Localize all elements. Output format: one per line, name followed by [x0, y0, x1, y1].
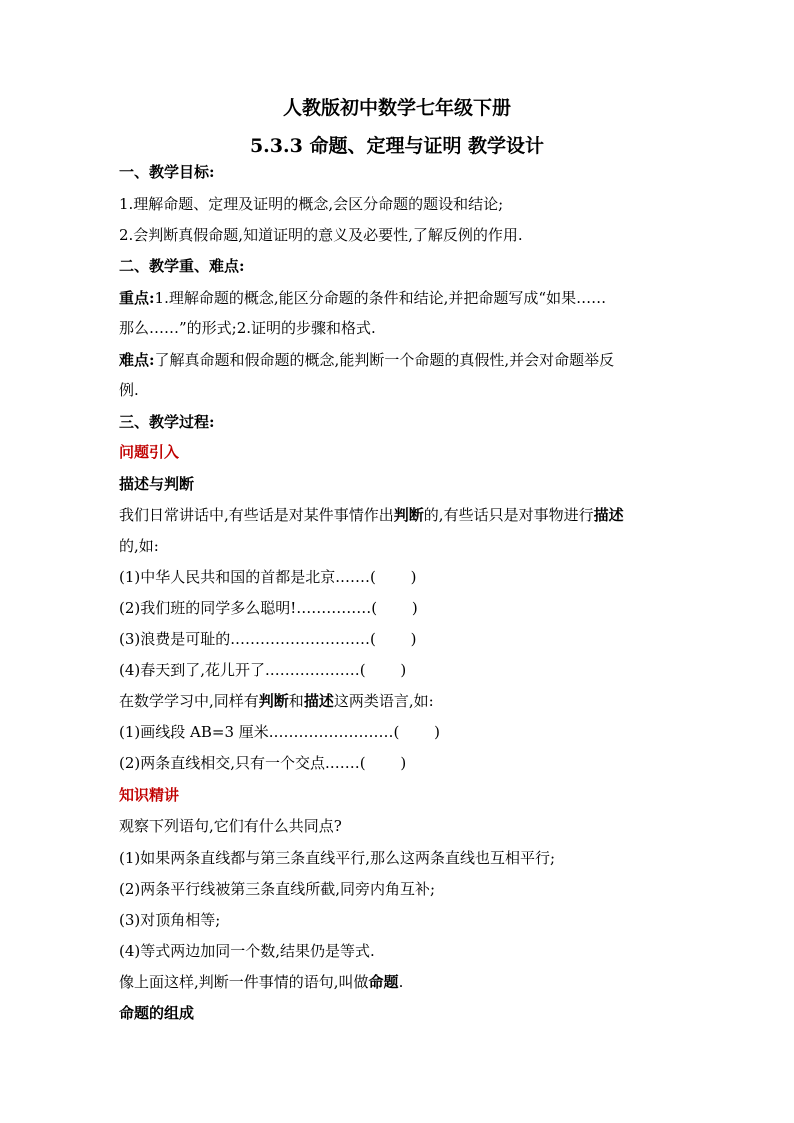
difficulty-line-2: 例. — [119, 381, 139, 399]
math-example-1: (1)画线段 AB=3 厘米.……………………( ) — [119, 723, 440, 741]
math-example-2: (2)两条直线相交,只有一个交点.……( ) — [119, 754, 407, 772]
section-keypoints-heading: 二、教学重、难点: — [119, 257, 245, 275]
key-point-line-1 — [119, 288, 679, 308]
describe-judge-heading: 描述与判断 — [119, 475, 195, 493]
section-process-heading: 三、教学过程: — [119, 413, 215, 431]
definition-term: 命题 — [368, 973, 399, 991]
example-3: (3)浪费是可耻的.………………………( ) — [119, 630, 417, 648]
knowledge-heading: 知识精讲 — [119, 786, 180, 804]
lesson-title: 5.3.3 命题、定理与证明 教学设计 — [249, 135, 545, 157]
difficulty-line-1 — [119, 350, 679, 370]
definition-text: 像上面这样,判断一件事情的语句,叫做 — [119, 973, 369, 991]
objective-2: 2.会判断真假命题,知道证明的意义及必要性,了解反例的作用. — [119, 226, 523, 244]
p2-text-a: 在数学学习中,同样有 — [119, 692, 259, 710]
p1-bold-judge: 判断 — [393, 506, 424, 524]
definition-end: . — [398, 973, 404, 991]
statement-2: (2)两条平行线被第三条直线所截,同旁内角互补; — [119, 880, 436, 898]
p2-text-c: 这两类语言,如: — [333, 692, 434, 710]
p1-text-b: 的,有些话只是对事物进行 — [423, 506, 594, 524]
document-title: 人教版初中数学七年级下册 — [282, 97, 511, 119]
intro-heading: 问题引入 — [119, 443, 180, 461]
example-4: (4)春天到了,花儿开了.………………( ) — [119, 661, 407, 679]
section-objectives-heading: 一、教学目标: — [119, 163, 215, 181]
p2-bold-describe: 描述 — [303, 692, 334, 710]
key-point-text: 1.理解命题的概念,能区分命题的条件和结论,并把命题写成“如果…… — [154, 289, 607, 307]
example-2: (2)我们班的同学多么聪明!……………( ) — [119, 599, 418, 617]
p2-text-b: 和 — [288, 692, 304, 710]
p1-bold-describe: 描述 — [593, 506, 624, 524]
paragraph-1-line-1 — [119, 505, 679, 525]
question: 观察下列语句,它们有什么共同点? — [119, 817, 342, 835]
difficulty-text: 了解真命题和假命题的概念,能判断一个命题的真假性,并会对命题举反 — [154, 351, 615, 369]
key-point-label: 重点: — [119, 289, 155, 307]
statement-4: (4)等式两边加同一个数,结果仍是等式. — [119, 942, 375, 960]
difficulty-label: 难点: — [119, 351, 155, 369]
statement-1: (1)如果两条直线都与第三条直线平行,那么这两条直线也互相平行; — [119, 849, 556, 867]
p1-text-a: 我们日常讲话中,有些话是对某件事情作出 — [119, 506, 394, 524]
statement-3: (3)对顶角相等; — [119, 911, 221, 929]
paragraph-1-line-2: 的,如: — [119, 537, 159, 555]
p2-bold-judge: 判断 — [258, 692, 289, 710]
objective-1: 1.理解命题、定理及证明的概念,会区分命题的题设和结论; — [119, 195, 504, 213]
composition-heading: 命题的组成 — [119, 1004, 195, 1022]
key-point-line-2: 那么……”的形式;2.证明的步骤和格式. — [119, 319, 376, 337]
example-1: (1)中华人民共和国的首都是北京.……( ) — [119, 568, 417, 586]
definition — [119, 972, 679, 992]
paragraph-2 — [119, 691, 679, 711]
